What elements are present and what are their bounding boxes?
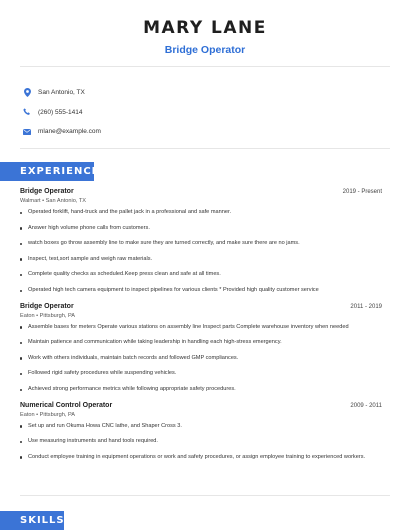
bullet-item: Answer high volume phone calls from customers. (20, 225, 382, 232)
bullet-item: Complete quality checks as scheduled.Keep press clean and safe at all times. (20, 271, 382, 278)
job-bullets (20, 324, 382, 394)
map-pin-icon (22, 88, 32, 98)
bullet-item: Achieved strong performance metrics while following appropriate safety procedures. (20, 386, 382, 393)
contact-email (22, 122, 382, 142)
job-dates: 2019 - Present (342, 189, 382, 195)
job-title: Numerical Control Operator (20, 401, 113, 409)
resume-header (0, 18, 410, 56)
bullet-item: Maintain patience and communication while taking leadership in handling each high-stress emergency. (20, 339, 382, 346)
envelope-icon (22, 127, 32, 137)
job-entry (20, 188, 382, 294)
bullet-item: Use measuring instruments and hand tools required. (20, 438, 382, 445)
job-entry (20, 402, 382, 462)
experience-heading: EXPERIENCE (0, 162, 94, 181)
bullet-item: Assemble bases for meters Operate various stations on assembly line Inspect parts Complete warehouse inventory when needed (20, 324, 382, 331)
location-text: San Antonio, TX (38, 89, 85, 97)
bullet-item: watch boxes go throw assembly line to make sure they are turned correctly, and make sure there are no jams. (20, 240, 382, 247)
phone-text: (260) 555-1414 (38, 108, 83, 116)
job-bullets (20, 423, 382, 462)
skills-heading: SKILLS (0, 511, 64, 530)
candidate-role: Bridge Operator (164, 44, 246, 56)
job-dates: 2011 - 2019 (350, 303, 382, 310)
bullet-item: Operated high tech camera equipment to inspect pipelines for various clients * Provided high quality customer service (20, 287, 382, 294)
bullet-item: Inspect, test,sort sample and weigh raw materials. (20, 256, 382, 263)
email-text: mlane@example.com (38, 128, 101, 136)
job-company: Eaton • Pittsburgh, PA (20, 411, 76, 418)
bullet-item: Set up and run Okuma Howa CNC lathe, and Shaper Cross 3. (20, 423, 382, 430)
header-divider (20, 66, 390, 67)
experience-divider (20, 495, 390, 496)
contact-location (22, 83, 382, 103)
bullet-item: Work with others individuals, maintain batch records and followed GMP compliances. (20, 355, 382, 362)
contact-list (22, 83, 382, 142)
job-entry (20, 303, 382, 394)
candidate-name: MARY LANE (143, 18, 267, 38)
job-title: Bridge Operator (20, 188, 74, 195)
bullet-item: Operated forklift, hand-truck and the pallet jack in a professional and safe manner. (20, 209, 382, 216)
contact-divider (20, 148, 390, 149)
bullet-item: Conduct employee training in equipment operations or work and safety procedures, or assign employee training to experienced workers. (20, 454, 382, 461)
bullet-item: Followed rigid safety procedures while suspending vehicles. (20, 370, 382, 377)
job-bullets (20, 209, 382, 294)
contact-phone (22, 103, 382, 123)
job-dates: 2009 - 2011 (350, 402, 382, 409)
phone-icon (22, 107, 32, 117)
experience-list (20, 188, 382, 469)
job-title: Bridge Operator (20, 302, 74, 310)
job-company: Eaton • Pittsburgh, PA (20, 312, 76, 319)
job-company: Walmart • San Antonio, TX (20, 198, 87, 204)
